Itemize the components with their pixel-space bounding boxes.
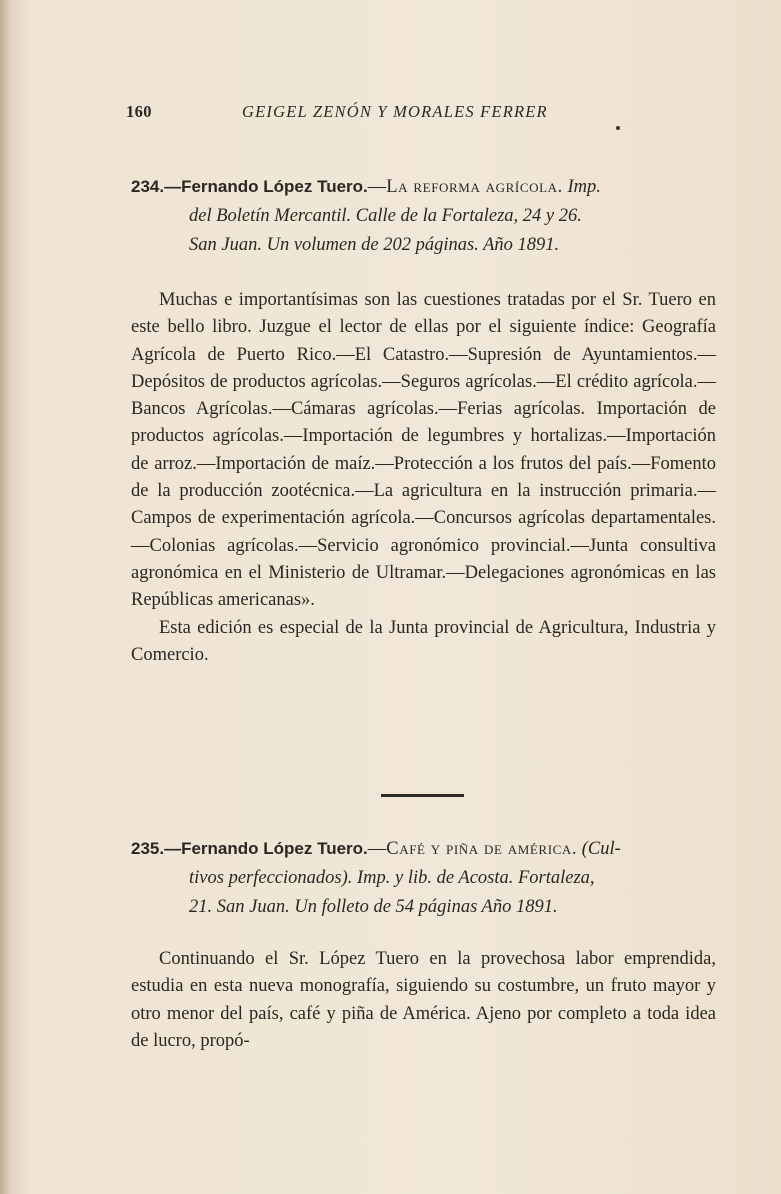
entry-235-author: Fernando López Tuero. xyxy=(181,839,368,858)
entry-235-number: 235.— xyxy=(131,839,182,858)
entry-235-dash: — xyxy=(367,839,387,859)
running-title: GEIGEL ZENÓN Y MORALES FERRER xyxy=(242,102,548,121)
entry-234-line-1 xyxy=(131,172,716,202)
ink-speck xyxy=(616,126,620,130)
entry-234-paragraph-2: Esta edición es especial de la Junta provincial de Agricultura, Industria y Comercio. xyxy=(131,617,716,665)
entry-234-paragraph-1: Muchas e importantísimas son las cuestiones tratadas por el Sr. Tuero en este bello libro. Juzgue el lector de ellas por el siguiente índice: Geografía Agrícola de Puerto Rico.—El Catastro.—Supresión de Ayuntamientos.—Depósitos de productos agrícolas.—Seguros agrícolas.—El crédito agrícola.—Bancos Agrícolas.—Cámaras agrícolas.—Ferias agrícolas. Importación de productos agrícolas.—Importación de legumbres y hortalizas.—Importación de arroz.—Importación de maíz.—Protección a los frutos del país.—Fomento de la producción zootécnica.—La agricultura en la instrucción primaria.—Campos de experimentación agrícola.—Concursos agrícolas departamentales.—Colonias agrícolas.—Servicio agronómico provincial.—Junta consultiva agronómica en el Ministerio de Ultramar.—Delegaciones agronómicas en las Repúblicas americanas». xyxy=(131,290,716,611)
entry-235-line-1 xyxy=(131,834,716,864)
entry-234-description xyxy=(131,287,716,669)
page-number: 160 xyxy=(126,102,152,121)
entry-234-line-2: del Boletín Mercantil. Calle de la Fortaleza, 24 y 26. xyxy=(189,206,582,226)
entry-234-dash: — xyxy=(367,177,387,197)
entry-234-imprint-start: Imp. xyxy=(562,177,601,197)
entry-234-line-3: San Juan. Un volumen de 202 páginas. Año 1891. xyxy=(189,235,560,255)
entry-234-title: La reforma agrícola. xyxy=(386,177,563,197)
entry-235-line-3: 21. San Juan. Un folleto de 54 páginas Año 1891. xyxy=(189,897,558,917)
entry-235-line-2: tivos perfeccionados). Imp. y lib. de Acosta. Fortaleza, xyxy=(189,868,595,888)
entry-234-number: 234.— xyxy=(131,177,182,196)
entry-234-heading xyxy=(131,172,716,260)
entry-234-author: Fernando López Tuero. xyxy=(181,177,368,196)
entry-235-description xyxy=(131,946,716,1055)
section-divider xyxy=(381,794,464,797)
entry-235-paragraph-1: Continuando el Sr. López Tuero en la provechosa labor emprendida, estudia en esta nueva monografía, siguiendo su costumbre, un fruto mayor y otro menor del país, café y piña de América. Ajeno por completo a toda idea de lucro, propó- xyxy=(131,949,716,1051)
entry-235-imprint-start: (Cul- xyxy=(577,839,621,859)
entry-235-title: Café y piña de américa. xyxy=(386,839,578,859)
entry-235-heading xyxy=(131,834,716,922)
page-edge-shadow xyxy=(0,0,10,1194)
